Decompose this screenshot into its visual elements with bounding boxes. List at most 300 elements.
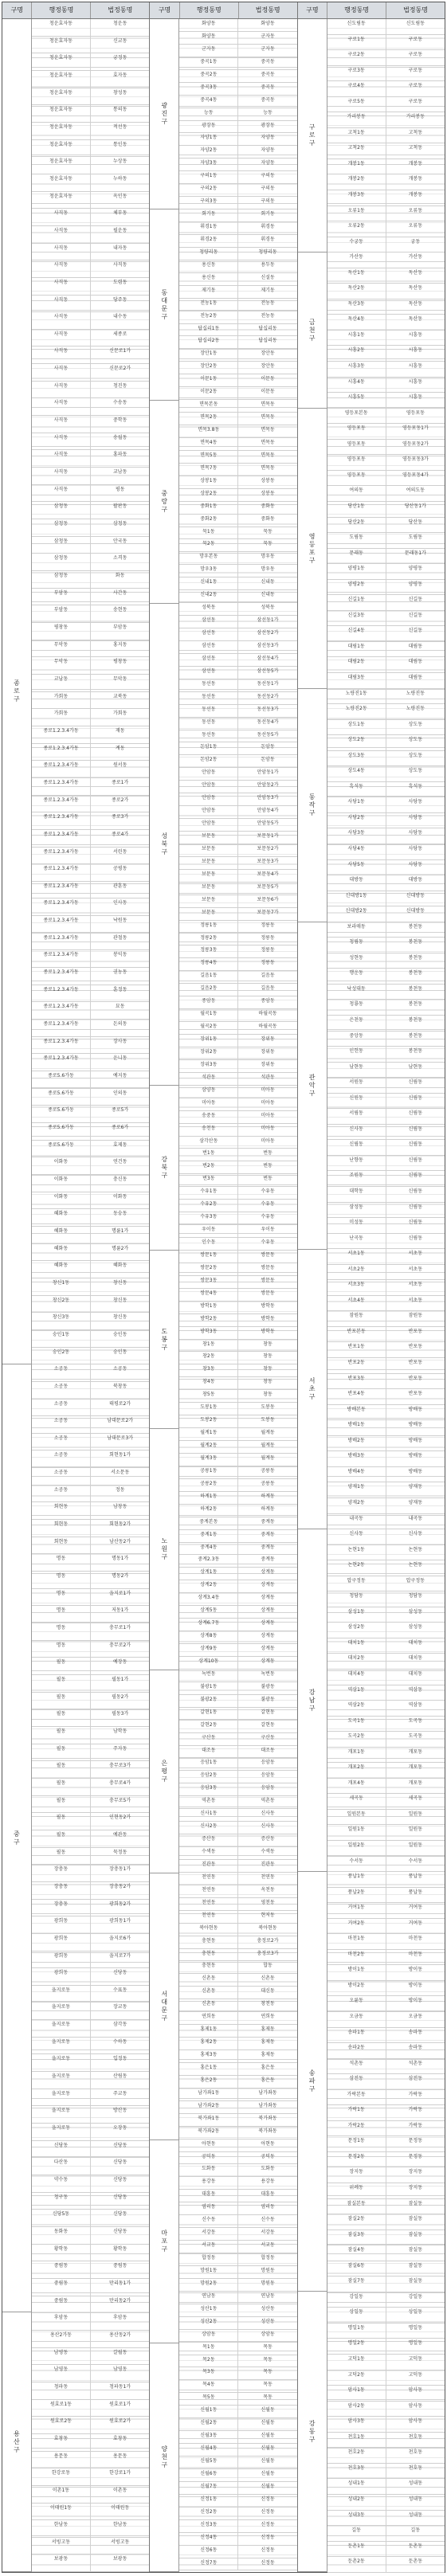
admin-dong-cell: 청파동 (32, 2382, 91, 2399)
table-row (179, 2495, 296, 2507)
legal-dong-cell: 거여동 (408, 1905, 423, 1911)
table-row (179, 1377, 296, 1390)
legal-dong-cell: 수하동 (112, 2038, 127, 2045)
legal-dong-cell: 개포동 (408, 1748, 423, 1755)
admin-dong-cell: 조원동 (327, 1171, 386, 1186)
legal-dong-cell: 신정동 (261, 2508, 275, 2515)
table-row (179, 2139, 296, 2152)
table-row (179, 2076, 296, 2089)
legal-dong-cell: 옥천동 (261, 1886, 275, 1893)
legal-dong-cell: 성내동 (408, 2496, 423, 2502)
legal-dong-cell: 필운동 (112, 227, 127, 233)
admin-dong-cell: 휘경1동 (179, 222, 238, 234)
table-row (179, 1822, 296, 1834)
legal-dong-cell: 안암동4가 (257, 808, 279, 814)
table-row (327, 1342, 445, 1358)
legal-dong-cell: 연희동 (261, 2014, 275, 2020)
admin-dong-cell: 사직동 (32, 416, 91, 433)
admin-dong-cell: 반포4동 (327, 1389, 386, 1404)
table-row (327, 1591, 445, 1607)
legal-dong-cell: 묵동 (263, 541, 273, 547)
admin-dong-cell: 종로1.2.3.4가동 (32, 848, 91, 864)
table-row (179, 2507, 296, 2520)
table-row (179, 1936, 296, 1949)
table-row (32, 1572, 149, 1589)
legal-dong-cell: 대흥동 (261, 2191, 275, 2198)
legal-dong-cell: 삼성동 (408, 1608, 423, 1615)
legal-dong-cell: 동숭동 (112, 1211, 127, 1217)
admin-dong-cell: 장위3동 (179, 1060, 238, 1072)
table-row (179, 945, 296, 958)
admin-dong-cell: 종로1.2.3.4가동 (32, 830, 91, 847)
admin-dong-cell: 천호1동 (327, 2433, 386, 2448)
legal-dong-cell: 삼청동 (112, 521, 127, 527)
legal-dong-cell: 시흥동 (408, 378, 423, 385)
legal-dong-cell: 명일동 (408, 2340, 423, 2347)
table-row (327, 2245, 445, 2261)
table-row (327, 2136, 445, 2152)
legal-dong-cell: 창천동 (261, 2001, 275, 2007)
legal-dong-cell: 대신동 (261, 1988, 275, 1995)
admin-dong-cell: 종로1.2.3.4가동 (32, 778, 91, 795)
admin-dong-cell: 청량리동 (179, 248, 238, 260)
admin-dong-cell: 보문동 (179, 832, 238, 844)
admin-dong-cell: 상일동 (327, 2308, 386, 2323)
admin-dong-cell: 사직동 (32, 278, 91, 295)
table-row (32, 1123, 149, 1141)
legal-dong-cell: 잠실동 (408, 2216, 423, 2222)
admin-dong-cell: 상봉1동 (179, 476, 238, 488)
legal-dong-cell: 진관동 (261, 1861, 275, 1867)
legal-dong-cell: 번동 (263, 1150, 273, 1157)
table-row (179, 1885, 296, 1898)
table-row (327, 1825, 445, 1841)
admin-dong-cell: 암사1동 (327, 2386, 386, 2401)
table-row (179, 1327, 296, 1340)
table-row (32, 123, 149, 140)
legal-dong-cell: 중화동 (261, 515, 275, 522)
admin-dong-cell: 사당1동 (327, 797, 386, 812)
table-row (32, 1157, 149, 1175)
table-row (327, 1016, 445, 1032)
admin-dong-cell: 능동 (179, 108, 238, 120)
admin-dong-cell: 면목3.8동 (179, 425, 238, 437)
admin-dong-cell: 방이1동 (327, 1965, 386, 1980)
legal-dong-cell: 동선동2가 (257, 693, 279, 699)
legal-dong-cell: 입정동 (112, 2056, 127, 2062)
admin-dong-cell: 삼청동 (32, 502, 91, 519)
admin-dong-cell: 문정1동 (327, 2136, 386, 2151)
admin-dong-cell: 광희동 (32, 1968, 91, 1985)
table-row (179, 197, 296, 209)
legal-dong-cell: 훈정동 (112, 986, 127, 992)
admin-dong-cell: 수서동 (327, 1857, 386, 1872)
legal-dong-cell: 청파동1가 (109, 2383, 131, 2390)
admin-dong-cell: 을지로동 (32, 2124, 91, 2140)
admin-dong-cell: 월곡1동 (179, 1009, 238, 1021)
admin-dong-cell: 풍납2동 (327, 1888, 386, 1903)
admin-dong-cell: 사직동 (32, 244, 91, 260)
legal-dong-cell: 신당동 (112, 2194, 127, 2200)
legal-dong-cell: 누하동 (112, 175, 127, 182)
admin-dong-cell: 신정3동 (179, 2520, 238, 2532)
table-row (179, 2241, 296, 2253)
admin-dong-cell: 사직동 (32, 450, 91, 467)
header-gu: 구명 (298, 2, 327, 18)
table-row (327, 1670, 445, 1685)
admin-dong-cell: 난곡동 (327, 1234, 386, 1249)
table-row (327, 1763, 445, 1779)
admin-dong-cell: 청운효자동 (32, 37, 91, 53)
admin-dong-cell: 동선동 (179, 730, 238, 742)
admin-dong-cell: 일원본동 (327, 1810, 386, 1825)
table-row (327, 1685, 445, 1701)
table-row (32, 1761, 149, 1779)
admin-dong-cell: 화양동 (179, 19, 238, 31)
legal-dong-cell: 종로4가 (112, 831, 129, 837)
legal-dong-cell: 독산동 (408, 316, 423, 323)
table-row (32, 1416, 149, 1434)
table-row (327, 985, 445, 1000)
legal-dong-cell: 양재동 (408, 1499, 423, 1505)
legal-dong-cell: 암사동 (408, 2402, 423, 2409)
admin-dong-cell: 잠원동 (327, 1311, 386, 1326)
legal-dong-cell: 노량진동 (406, 706, 425, 712)
legal-dong-cell: 충무로4가 (109, 1779, 131, 1786)
legal-dong-cell: 삼전동 (408, 2076, 423, 2082)
legal-dong-cell: 구로동 (408, 98, 423, 104)
admin-dong-cell: 공릉1동 (179, 1466, 238, 1478)
table-row (179, 2367, 296, 2380)
admin-dong-cell: 종로1.2.3.4가동 (32, 796, 91, 812)
admin-dong-cell: 을지로동 (32, 2038, 91, 2054)
table-row (32, 330, 149, 347)
table-row (179, 908, 296, 921)
admin-dong-cell: 삼청동 (32, 519, 91, 536)
admin-dong-cell: 삼선동 (179, 667, 238, 679)
legal-dong-cell: 도곡동 (408, 1733, 423, 1740)
table-row (327, 1748, 445, 1764)
legal-dong-cell: 월계동 (261, 1443, 275, 1448)
gu-group (298, 2292, 327, 2572)
admin-dong-cell: 신길4동 (327, 626, 386, 641)
table-row (327, 860, 445, 876)
gu-group (298, 689, 327, 922)
legal-dong-cell: 남현동 (408, 1063, 423, 1070)
table-row (179, 1695, 296, 1708)
table-row (179, 413, 296, 425)
admin-dong-cell: 화양동 (179, 32, 238, 44)
header-row (150, 2, 296, 19)
legal-dong-cell: 서소문동 (111, 1470, 130, 1476)
legal-dong-cell: 을지로7가 (109, 1952, 131, 1959)
legal-dong-cell: 신정동 (261, 2547, 275, 2553)
legal-dong-cell: 부암동 (112, 624, 127, 630)
table-row (32, 88, 149, 106)
gu-name: 용산구 (13, 2429, 21, 2454)
gu-group (150, 2140, 178, 2343)
admin-dong-cell: 신사동 (327, 1125, 386, 1140)
legal-dong-cell: 동선동5가 (257, 731, 279, 738)
admin-dong-cell: 월곡2동 (179, 1022, 238, 1034)
table-row (179, 628, 296, 641)
table-row (179, 1276, 296, 1289)
table-row (327, 875, 445, 891)
table-row (327, 2028, 445, 2044)
legal-dong-cell: 숭인동 (112, 1331, 127, 1337)
legal-dong-cell: 반포동 (408, 1328, 423, 1334)
admin-dong-cell: 소공동 (32, 1468, 91, 1485)
legal-dong-cell: 수서동 (408, 1858, 423, 1864)
legal-dong-cell: 목동 (263, 2343, 273, 2350)
table-row (327, 1732, 445, 1748)
legal-dong-cell: 고척동 (408, 145, 423, 151)
admin-dong-cell: 이문1동 (179, 374, 238, 386)
legal-dong-cell: 구로동 (408, 67, 423, 73)
table-row (327, 2323, 445, 2339)
legal-dong-cell: 오류동 (408, 223, 423, 229)
table-row (179, 2406, 296, 2418)
admin-dong-cell: 송파2동 (327, 2043, 386, 2058)
admin-dong-cell: 낙성대동 (327, 985, 386, 1000)
legal-dong-cell: 면목동 (261, 439, 275, 445)
table-row (32, 2313, 149, 2331)
table-row (179, 1187, 296, 1200)
legal-dong-cell: 충무로2가 (109, 1642, 131, 1648)
table-row (179, 1898, 296, 1911)
table-row (32, 1209, 149, 1227)
legal-dong-cell: 남대문로3가 (107, 1435, 134, 1441)
table-row (179, 2482, 296, 2495)
admin-dong-cell: 종로1.2.3.4가동 (32, 726, 91, 743)
admin-dong-cell: 역삼2동 (327, 1701, 386, 1716)
legal-dong-cell: 신내동 (261, 579, 275, 585)
table-row (179, 1035, 296, 1047)
admin-dong-cell: 구의2동 (179, 184, 238, 196)
legal-dong-cell: 오금동 (408, 2014, 423, 2019)
admin-dong-cell: 대조동 (179, 1746, 238, 1758)
admin-dong-cell: 명동 (32, 1572, 91, 1588)
legal-dong-cell: 중곡동 (261, 96, 275, 103)
admin-dong-cell: 종로5.6가동 (32, 1106, 91, 1122)
admin-dong-cell: 성산1동 (179, 2304, 238, 2316)
table-row (32, 346, 149, 364)
admin-dong-cell: 노량진2동 (327, 704, 386, 719)
table-row (179, 235, 296, 248)
table-row (32, 848, 149, 865)
legal-dong-cell: 서강동 (261, 2230, 275, 2236)
admin-dong-cell: 한남동 (32, 2520, 91, 2537)
admin-dong-cell: 영등포동 (327, 440, 386, 455)
legal-dong-cell: 노량진동 (406, 690, 425, 696)
table-row (327, 2090, 445, 2106)
table-row (32, 1071, 149, 1089)
table-row (179, 616, 296, 628)
admin-dong-cell: 반포2동 (327, 1358, 386, 1373)
table-row (327, 393, 445, 409)
table-row (179, 1492, 296, 1505)
admin-dong-cell: 세곡동 (327, 1794, 386, 1809)
table-row (179, 1098, 296, 1111)
table-row (327, 1919, 445, 1935)
table-row (179, 958, 296, 971)
legal-dong-cell: 잠실동 (408, 2262, 423, 2269)
gu-group (298, 1872, 327, 2292)
table-row (179, 819, 296, 832)
admin-dong-cell: 필동 (32, 1744, 91, 1761)
legal-dong-cell: 현저동 (261, 1912, 275, 1918)
admin-dong-cell: 제기동 (179, 286, 238, 298)
admin-dong-cell: 신정2동 (179, 2507, 238, 2519)
admin-dong-cell: 중곡1동 (179, 57, 238, 69)
legal-dong-cell: 공릉동 (261, 1480, 275, 1486)
table-row (327, 299, 445, 315)
table-row (327, 143, 445, 159)
legal-dong-cell: 봉천동 (408, 923, 423, 930)
legal-dong-cell: 독산동 (408, 285, 423, 292)
legal-dong-cell: 신도림동 (406, 21, 425, 26)
admin-dong-cell: 광장동 (179, 121, 238, 133)
gu-name: 서초구 (308, 1376, 316, 1401)
table-row (327, 2105, 445, 2121)
table-row (32, 1709, 149, 1727)
table-row (32, 244, 149, 261)
table-row (327, 2183, 445, 2199)
admin-dong-cell: 필동 (32, 1848, 91, 1865)
table-row (179, 565, 296, 577)
legal-dong-cell: 상도동 (408, 752, 423, 758)
legal-dong-cell: 창동 (263, 1379, 273, 1385)
admin-dong-cell: 월계2동 (179, 1441, 238, 1453)
admin-dong-cell: 군자동 (179, 45, 238, 57)
table-row (327, 2292, 445, 2308)
admin-dong-cell: 서교동 (179, 2241, 238, 2253)
table-row (32, 1502, 149, 1520)
admin-dong-cell: 장지동 (327, 2167, 386, 2183)
table-row (327, 580, 445, 596)
table-row (32, 726, 149, 744)
legal-dong-cell: 미아동 (261, 1086, 275, 1093)
legal-dong-cell: 보문동3가 (257, 858, 279, 864)
table-row (179, 2292, 296, 2304)
legal-dong-cell: 암사동 (408, 2387, 423, 2394)
table-row (179, 1479, 296, 1492)
admin-dong-cell: 중곡3동 (179, 83, 238, 95)
table-row (32, 778, 149, 796)
admin-dong-cell: 거여1동 (327, 1903, 386, 1918)
table-row (179, 1428, 296, 1441)
admin-dong-cell: 신원동 (327, 1094, 386, 1109)
admin-dong-cell: 상계2동 (179, 1580, 238, 1592)
admin-dong-cell: 신내1동 (179, 577, 238, 589)
legal-dong-cell: 영등포동3가 (402, 456, 429, 463)
admin-dong-cell: 천호2동 (327, 2448, 386, 2463)
admin-dong-cell: 삼청동 (32, 537, 91, 554)
gu-group (150, 1670, 178, 1873)
legal-dong-cell: 방이동 (408, 1982, 423, 1988)
admin-dong-cell: 잠실7동 (327, 2277, 386, 2292)
table-row (327, 1529, 445, 1545)
admin-dong-cell: 성산2동 (179, 2317, 238, 2329)
admin-dong-cell: 청운효자동 (32, 123, 91, 139)
legal-dong-cell: 독산동 (408, 269, 423, 276)
table-row (179, 1137, 296, 1149)
table-row (179, 1403, 296, 1415)
admin-dong-cell: 정릉2동 (179, 934, 238, 945)
admin-dong-cell: 안암동 (179, 793, 238, 805)
table-row (179, 971, 296, 984)
legal-dong-cell: 송파동 (408, 2045, 423, 2051)
legal-dong-cell: 신교동 (112, 37, 127, 44)
legal-dong-cell: 공릉동 (261, 1467, 275, 1474)
legal-dong-cell: 압구정동 (406, 1577, 425, 1584)
table-row (179, 438, 296, 451)
admin-dong-cell: 중화1동 (179, 502, 238, 514)
admin-dong-cell: 보문동 (179, 895, 238, 907)
table-row (179, 1352, 296, 1364)
legal-dong-cell: 성산동 (261, 2318, 275, 2324)
table-row (179, 1746, 296, 1759)
admin-dong-cell: 신대방2동 (327, 906, 386, 922)
table-row (179, 768, 296, 781)
legal-dong-cell: 신월동 (261, 2420, 275, 2426)
legal-dong-cell: 가락동 (408, 2107, 423, 2113)
table-row (32, 1348, 149, 1365)
legal-dong-cell: 망원동 (261, 2267, 275, 2273)
legal-dong-cell: 정릉동 (261, 922, 275, 928)
admin-dong-cell: 양재2동 (327, 1498, 386, 1513)
admin-dong-cell: 신정4동 (179, 2533, 238, 2545)
legal-dong-cell: 염리동 (261, 2204, 275, 2210)
table-row (179, 870, 296, 883)
legal-dong-cell: 용강동 (261, 2179, 275, 2185)
legal-dong-cell: 소공동 (112, 1366, 127, 1372)
legal-dong-cell: 팔판동 (112, 503, 127, 510)
admin-dong-cell: 노량진1동 (327, 689, 386, 704)
header-admin-dong: 행정동명 (32, 2, 91, 18)
legal-dong-cell: 상계동 (261, 1620, 275, 1627)
admin-dong-cell: 가회동 (32, 692, 91, 709)
admin-dong-cell: 이화동 (32, 1175, 91, 1192)
admin-dong-cell: 아현동 (179, 2139, 238, 2151)
admin-dong-cell: 방배본동 (327, 1405, 386, 1420)
table-row (179, 146, 296, 159)
table-row (179, 2546, 296, 2558)
legal-dong-cell: 불광동 (261, 1696, 275, 1702)
legal-dong-cell: 녹번동 (261, 1670, 275, 1677)
table-row (32, 864, 149, 882)
admin-dong-cell: 인수동 (179, 1238, 238, 1250)
legal-dong-cell: 신림동 (408, 1157, 423, 1163)
legal-dong-cell: 신정동 (261, 2496, 275, 2502)
table-row (179, 209, 296, 222)
legal-dong-cell: 군자동 (261, 45, 275, 52)
legal-dong-cell: 이문동 (261, 376, 275, 382)
admin-dong-cell: 삼성동 (327, 1203, 386, 1218)
admin-dong-cell: 상계5동 (179, 1606, 238, 1618)
admin-dong-cell: 면목본동 (179, 400, 238, 412)
legal-dong-cell: 인사동 (112, 900, 127, 906)
legal-dong-cell: 중곡동 (261, 84, 275, 90)
admin-dong-cell: 홍제3동 (179, 2050, 238, 2062)
table-row (327, 50, 445, 66)
legal-dong-cell: 영등포동2가 (402, 440, 429, 447)
legal-dong-cell: 사당동 (408, 830, 423, 836)
table-row (32, 1813, 149, 1830)
table-row (327, 1779, 445, 1795)
table-row (179, 1364, 296, 1377)
gu-name: 노원구 (160, 1537, 168, 1561)
